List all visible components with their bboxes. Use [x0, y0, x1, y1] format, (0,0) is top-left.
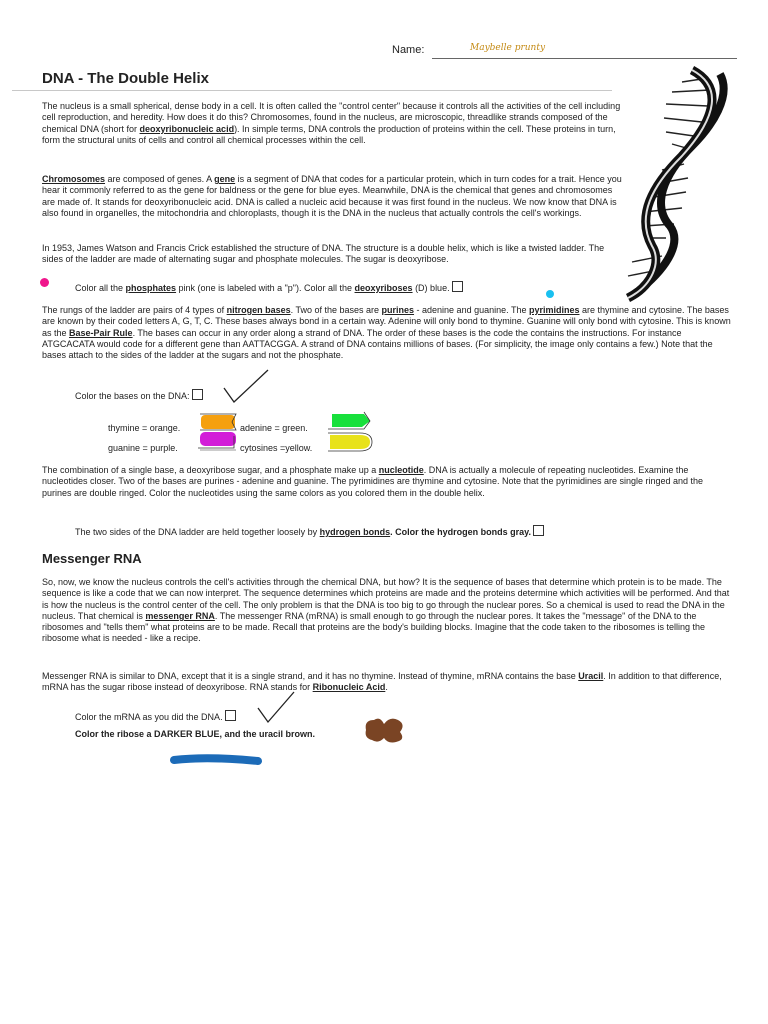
name-label: Name: [392, 44, 425, 56]
term-phosphates: phosphates [125, 283, 177, 293]
chromosomes-paragraph: Chromosomes are composed of genes. A gene is a segment of DNA that codes for a particular protein, which in turn codes for a trait. Hence you hear it commonly referred to as the gene for baldness or the gene for blue eyes. Meanwhile, DNA is the chemical that genes and chromosomes are made of. It stands for deoxyribonucleic acid. DNA is called a nucleic acid because it was first found in the nucleus. We now know that DNA is also found in organelles, the mitochondria and chloroplasts, though it is the DNA in the nucleus that actually controls the cell's workings. [42, 174, 622, 218]
color-mrna-instruction: Color the mRNA as you did the DNA. [75, 710, 375, 723]
cyan-color-dot [546, 290, 554, 298]
ribose-uracil-instruction: Color the ribose a DARKER BLUE, and the uracil brown. [75, 729, 316, 739]
messenger-rna-paragraph: So, now, we know the nucleus controls the cell's activities through the chemical DNA, but how? It is the sequence of bases that determine which protein is to be made. The sequence is like a code that we can now interpret. The sequence determines which proteins are made and the proteins determine which activities will be performed. And that is how the nucleus is the control center of the cell. The only problem is that the DNA is too big to go through the nuclear pores. So a chemical is used to read the DNA in the nucleus. That chemical is messenger RNA. The messenger RNA (mRNA) is small enough to go through the nuclear pores. It takes the "message" of the DNA to the ribosomes and "tells them" what proteins are to be made. Recall that proteins are the body's building blocks. Imagine that the code taken to the ribosomes is telling the ribosome what is needed - like a recipe. [42, 577, 730, 644]
term-pyrimidines: pyrimidines [528, 305, 580, 315]
cytosine-key-label: cytosines =yellow. [240, 443, 313, 453]
hydrogen-bonds-instruction: The two sides of the DNA ladder are held together loosely by hydrogen bonds. Color the hydrogen bonds gray. [75, 525, 675, 538]
section-heading-messenger-rna: Messenger RNA [42, 551, 142, 566]
term-chromosomes: Chromosomes [42, 174, 106, 184]
term-messenger-rna: messenger RNA [145, 610, 215, 621]
term-nitrogen-bases: nitrogen bases [226, 305, 291, 315]
thymine-key-label: thymine = orange. [108, 423, 181, 433]
term-gene: gene [214, 174, 236, 184]
page-title: DNA - The Double Helix [42, 70, 209, 87]
term-purines: purines [381, 305, 415, 315]
title-rule [12, 90, 612, 91]
term-deoxyribonucleic-acid: deoxyribonucleic acid [139, 123, 235, 134]
dark-blue-color-swatch [168, 752, 264, 768]
phosphates-checkbox[interactable] [452, 281, 463, 292]
color-bases-instruction: Color the bases on the DNA: [75, 389, 375, 402]
guanine-key-label: guanine = purple. [108, 443, 178, 453]
hydrogen-bonds-checkbox[interactable] [533, 525, 544, 536]
term-nucleotide: nucleotide [378, 465, 424, 475]
guanine-swatch [196, 430, 240, 452]
pink-color-dot [40, 278, 49, 287]
term-hydrogen-bonds: hydrogen bonds [319, 527, 391, 537]
dna-helix-image [622, 66, 732, 306]
name-handwritten[interactable]: Maybelle prunty [470, 43, 546, 53]
term-deoxyriboses: deoxyriboses [354, 283, 413, 293]
watson-crick-paragraph: In 1953, James Watson and Francis Crick established the structure of DNA. The structure is a double helix, which is like a twisted ladder. The sides of the ladder are made of alternating sugar and phosphate molecules. The sugar is deoxyribose. [42, 243, 605, 265]
term-uracil: Uracil [578, 671, 604, 681]
name-line [432, 58, 737, 59]
intro-paragraph: The nucleus is a small spherical, dense body in a cell. It is often called the "control center" because it controls all the activities of the cell including cell reproduction, and heredity. How does it do this? Chromosomes, found in the nucleus, are microscopic, threadlike strands composed of the chemical DNA (short for deoxyribonucleic acid). In simple terms, DNA controls the production of proteins within the cell. These proteins in turn, form the structural units of cells and control all chemical processes within the cell. [42, 101, 621, 145]
cytosine-swatch [326, 431, 374, 453]
nucleotide-paragraph: The combination of a single base, a deoxyribose sugar, and a phosphate make up a nucleotide. DNA is actually a molecule of repeating nucleotides. Examine the nucleotides closer. Two of the bases are purines - adenine and guanine. The pyrimidines are thymine and cytosine. Note that the pyrimidines are single ringed and the purines are double ringed. Color the nucleotides using the same colors as you colored them in the double helix. [42, 465, 704, 498]
checkmark-mrna [256, 690, 296, 726]
term-ribonucleic-acid: Ribonucleic Acid [312, 682, 386, 693]
thymine-swatch [198, 412, 240, 432]
adenine-swatch [326, 409, 374, 433]
term-base-pair-rule: Base-Pair Rule [69, 327, 133, 338]
adenine-key-label: adenine = green. [240, 423, 308, 433]
brown-color-swatch [362, 714, 408, 746]
mrna-checkbox[interactable] [225, 710, 236, 721]
color-phosphates-instruction: Color all the phosphates pink (one is labeled with a "p"). Color all the deoxyriboses (D) blue. [75, 281, 555, 294]
nitrogen-bases-paragraph: The rungs of the ladder are pairs of 4 types of nitrogen bases. Two of the bases are purines - adenine and guanine. The pyrimidines are thymine and cytosine. The bases are known by their coded letters A, G, T, C. These bases always bond in a certain way. Adenine will only bond to thymine. Guanine will only bond with cytosine. This is known as the Base-Pair Rule. The bases can occur in any order along a strand of DNA. The order of these bases is the code the contains the instructions. For instance ATGCACATA would code for a different gene than AATTACGGA. A strand of DNA contains millions of bases. (For simplicity, the image only contains a few.) Note that the bases attach to the sides of the ladder at the sugars and not the phosphate. [42, 305, 731, 361]
checkmark-bases [222, 368, 272, 408]
mrna-vs-dna-paragraph: Messenger RNA is similar to DNA, except that it is a single strand, and it has no thymine. Instead of thymine, mRNA contains the base Uracil. In addition to that difference, mRNA has the sugar ribose instead of deoxyribose. RNA stands for Ribonucleic Acid. [42, 671, 722, 693]
bases-checkbox[interactable] [192, 389, 203, 400]
